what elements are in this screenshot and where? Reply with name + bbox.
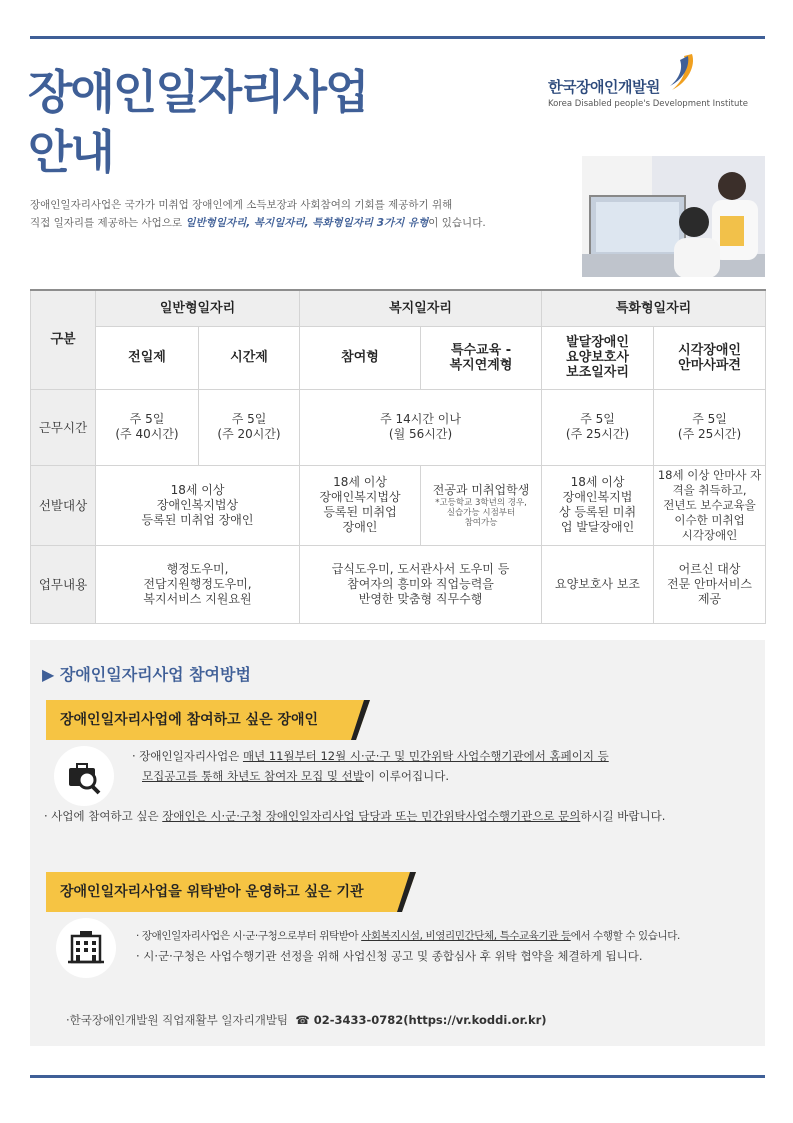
- cell-hours-visual: 주 5일 (주 25시간): [654, 389, 766, 465]
- cell-target-visual: 18세 이상 안마사 자 격을 취득하고, 전년도 보수교육을 이수한 미취업 시각장애인: [654, 465, 766, 545]
- banner-tail-icon: [342, 700, 370, 740]
- subheader-participatory: 참여형: [300, 326, 421, 389]
- subheader-visual-massage: 시각장애인 안마사파견: [654, 326, 766, 389]
- institution-note-2: · 시·군·구청은 사업수행기관 선정을 위해 사업신청 공고 및 종합심사 후 위탁 협약을 체결하게 됩니다.: [136, 949, 643, 963]
- cell-target-developmental: 18세 이상 장애인복지법 상 등록된 미취 업 발달장애인: [542, 465, 654, 545]
- participation-note-2: · 사업에 참여하고 싶은 장애인은 시·군·구청 장애인일자리사업 담당과 또는 민간위탁사업수행기관으로 문의하시길 바랍니다.: [44, 809, 666, 823]
- cell-duties-welfare: 급식도우미, 도서관사서 도우미 등 참여자의 흥미와 직업능력을 반영한 맞춤형 직무수행: [300, 545, 542, 623]
- row-label-work-hours: 근무시간: [31, 389, 96, 465]
- cell-target-general: 18세 이상 장애인복지법상 등록된 미취업 장애인: [96, 465, 300, 545]
- cell-hours-developmental: 주 5일 (주 25시간): [542, 389, 654, 465]
- logo: [548, 52, 763, 112]
- cell-duties-general: 행정도우미, 전담지원행정도우미, 복지서비스 지원요원: [96, 545, 300, 623]
- logo-mark-icon: [666, 52, 698, 92]
- banner-disabled-persons: 장애인일자리사업에 참여하고 싶은 장애인: [46, 700, 356, 740]
- contact-info: ·한국장애인개발원 직업재활부 일자리개발팀 ☎ 02-3433-0782(https://vr.koddi.or.kr): [66, 1013, 547, 1027]
- logo-korean-name: 한국장애인개발원: [548, 78, 660, 96]
- header-general-jobs: 일반형일자리: [96, 290, 300, 326]
- office-photo: [582, 156, 765, 277]
- phone-icon: ☎ 02-3433-0782(https://vr.koddi.or.kr): [295, 1013, 547, 1027]
- subheader-developmental-care: 발달장애인 요양보호사 보조일자리: [542, 326, 654, 389]
- cell-duties-visual: 어르신 대상 전문 안마서비스 제공: [654, 545, 766, 623]
- bottom-rule: [30, 1075, 765, 1078]
- participation-note-1: · 장애인일자리사업은 매년 11월부터 12월 시·군·구 및 민간위탁 사업수행기관에서 홈페이지 등: [132, 749, 609, 763]
- cell-hours-full-time: 주 5일 (주 40시간): [96, 389, 199, 465]
- participation-panel: [30, 640, 765, 1046]
- intro-text: 장애인일자리사업은 국가가 미취업 장애인에게 소득보장과 사회참여의 기회를 제공하기 위해 직접 일자리를 제공하는 사업으로 일반형일자리, 복지일자리, 특화형일자리 3가지 유형이 있습니다.: [30, 199, 486, 229]
- building-icon: [56, 918, 116, 978]
- job-types-table: [30, 289, 766, 624]
- cell-hours-welfare: 주 14시간 이나 (월 56시간): [300, 389, 542, 465]
- cell-duties-developmental: 요양보호사 보조: [542, 545, 654, 623]
- subheader-full-time: 전일제: [96, 326, 199, 389]
- subheader-part-time: 시간제: [199, 326, 300, 389]
- participation-heading: ▶ 장애인일자리사업 참여방법: [42, 665, 251, 684]
- top-rule: [30, 36, 765, 39]
- cell-target-special-education: 전공과 미취업학생 *고등학교 3학년의 경우, 실습가능 시점부터 참여가능: [421, 465, 542, 545]
- header-welfare-jobs: 복지일자리: [300, 290, 542, 326]
- banner-tail-icon: [388, 872, 416, 912]
- cell-target-participatory: 18세 이상 장애인복지법상 등록된 미취업 장애인: [300, 465, 421, 545]
- page-title: 장애인일자리사업 안내: [28, 65, 368, 179]
- row-label-duties: 업무내용: [31, 545, 96, 623]
- logo-english-name: Korea Disabled people's Development Institute: [548, 99, 748, 109]
- header-category: 구분: [31, 290, 96, 389]
- subheader-special-education: 특수교육 - 복지연계형: [421, 326, 542, 389]
- header-special-jobs: 특화형일자리: [542, 290, 766, 326]
- row-label-target: 선발대상: [31, 465, 96, 545]
- banner-institutions: 장애인일자리사업을 위탁받아 운영하고 싶은 기관: [46, 872, 402, 912]
- cell-hours-part-time: 주 5일 (주 20시간): [199, 389, 300, 465]
- institution-note-1: · 장애인일자리사업은 시·군·구청으로부터 위탁받아 사회복지시설, 비영리민간단체, 특수교육기관 등에서 수행할 수 있습니다.: [136, 930, 680, 942]
- job-search-icon: [54, 746, 114, 806]
- participation-note-1b: 모집공고를 통해 차년도 참여자 모집 및 선발이 이루어집니다.: [142, 769, 449, 783]
